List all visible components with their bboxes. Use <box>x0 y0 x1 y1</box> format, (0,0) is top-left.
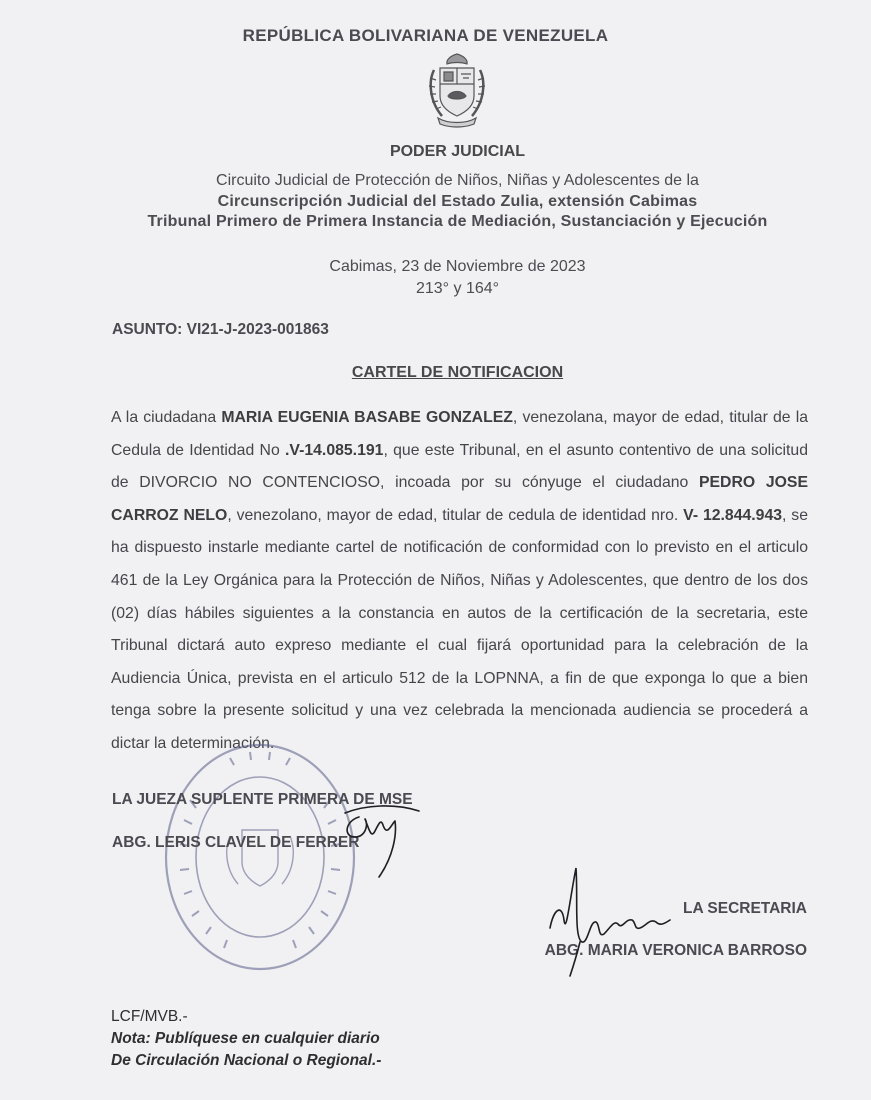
secretary-signature <box>540 858 680 978</box>
judge-name: ABG. LERIS CLAVEL DE FERRER <box>112 834 360 851</box>
respondent-id: .V-14.085.191 <box>285 441 384 459</box>
document-date: Cabimas, 23 de Noviembre de 2023 <box>329 258 586 275</box>
petitioner-id: V- 12.844.943 <box>683 506 783 524</box>
publication-note-line-2: De Circulación Nacional o Regional.- <box>111 1052 382 1069</box>
body-text-4: , venezolano, mayor de edad, titular de cedula de identidad nro. <box>227 506 684 524</box>
document-title-text: CARTEL DE NOTIFICACION <box>351 364 564 381</box>
document-title <box>22 364 871 382</box>
body-text-5: , se ha dispuesto instarle mediante cartel de notificación de conformidad con lo previsto en el articulo 461 de la Ley Orgánica para la Protección de Niños, Niñas y Adolescentes, que dentro de los dos (02) días hábiles siguientes a la constancia en autos de la certificación de la secretaria, este Tribunal dictará auto expreso mediante el cual fijará oportunidad para la celebración de la Audiencia Única, prevista en el articulo 512 de la LOPNNA, a fin de que exponga lo que a bien tenga sobre la presente solicitud y una vez celebrada la mencionada audiencia se procederá a dictar la determinación. <box>111 506 808 752</box>
branch-heading: PODER JUDICIAL <box>389 143 526 160</box>
secretary-name: ABG. MARIA VERONICA BARROSO <box>544 942 807 959</box>
circuit-line-1: Circuito Judicial de Protección de Niños, Niñas y Adolescentes de la <box>216 172 699 189</box>
petitioner-name: PEDRO JOSE CARROZ NELO <box>111 474 808 524</box>
judge-title: LA JUEZA SUPLENTE PRIMERA DE MSE <box>112 791 413 808</box>
publication-note-line-1: Nota: Publíquese en cualquier diario <box>111 1030 380 1047</box>
coat-of-arms-icon <box>420 50 494 130</box>
court-seal-stamp <box>160 740 360 975</box>
notification-body <box>111 402 808 761</box>
judge-signature <box>335 795 425 880</box>
secretary-title: LA SECRETARIA <box>683 900 807 917</box>
circuit-line-2: Circunscripción Judicial del Estado Zulia, extensión Cabimas <box>217 193 698 210</box>
respondent-name: MARIA EUGENIA BASABE GONZALEZ <box>221 409 513 426</box>
historical-years: 213° y 164° <box>415 280 500 297</box>
case-subject: ASUNTO: VI21-J-2023-001863 <box>112 321 329 338</box>
body-text-1: A la ciudadana <box>111 409 222 426</box>
body-text-2: , venezolana, mayor de edad, titular de la Cedula de Identidad No <box>111 409 808 459</box>
country-heading: REPÚBLICA BOLIVARIANA DE VENEZUELA <box>242 26 609 45</box>
body-text-3: , que este Tribunal, en el asunto contentivo de una solicitud de DIVORCIO NO CONTENCIOSO, incoada por su cónyuge el ciudadano <box>111 441 808 492</box>
circuit-line-3: Tribunal Primero de Primera Instancia de Mediación, Sustanciación y Ejecución <box>147 213 768 230</box>
typist-initials: LCF/MVB.- <box>111 1008 188 1025</box>
